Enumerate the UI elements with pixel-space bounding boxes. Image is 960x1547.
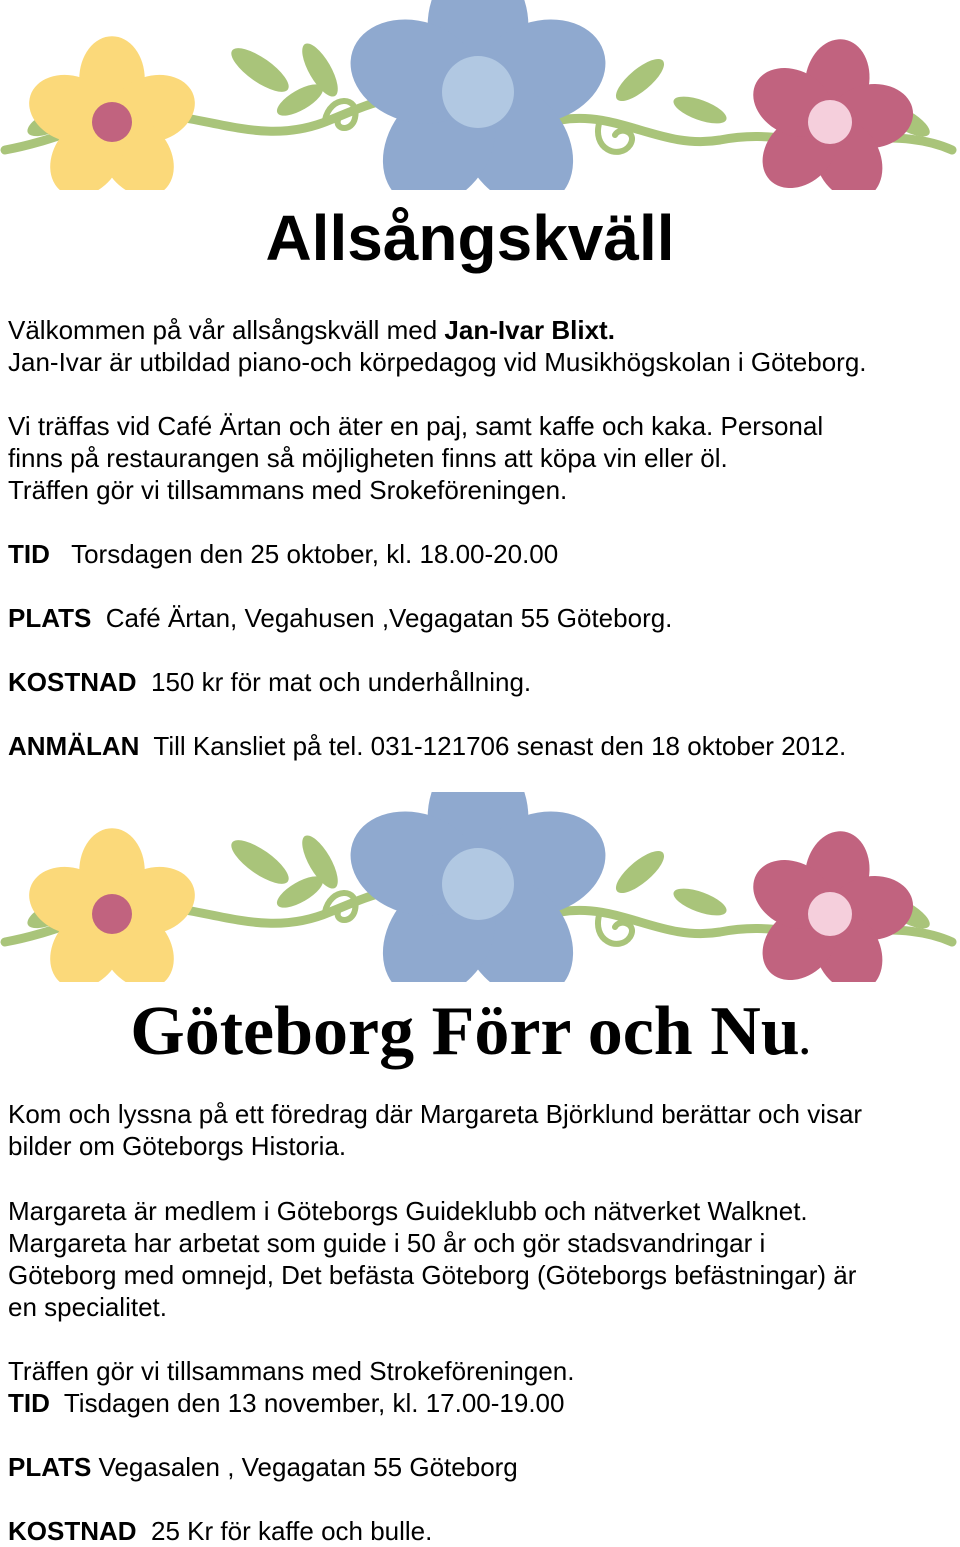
leaf [225,833,294,892]
event2-title [0,992,940,1081]
event1-place-label: PLATS [8,603,92,633]
blue-flower-icon [337,0,619,190]
event1-description [8,410,932,506]
event2-partner-text: Träffen gör vi tillsammans med Strokeföreningen. [8,1356,575,1386]
pink-flower-icon [741,826,917,982]
event2-place-label: PLATS [8,1452,92,1482]
event1-intro [8,314,932,378]
event1-cost-value: 150 kr för mat och underhållning. [151,667,532,697]
event2-place-value: Vegasalen , Vegagatan 55 Göteborg [98,1452,518,1482]
yellow-flower-icon [20,36,203,190]
event1-time [8,538,932,570]
event2-intro-line2: bilder om Göteborgs Historia. [8,1131,347,1161]
event1-intro-text: Välkommen på vår allsångskväll med [8,315,445,345]
event1-bio: Jan-Ivar är utbildad piano-och körpedagog vid Musikhögskolan i Göteborg. [8,347,867,377]
event2-partner [8,1355,932,1419]
event2-title-dot: . [799,1018,810,1063]
leaf [670,883,729,921]
leaf [610,52,670,107]
event2-intro [8,1098,932,1162]
yellow-flower-icon [20,828,203,982]
event2-cost-label: KOSTNAD [8,1516,137,1546]
blue-flower-icon [337,792,619,982]
event1-registration-value: Till Kansliet på tel. 031-121706 senast den 18 oktober 2012. [153,731,847,761]
event1-time-value: Torsdagen den 25 oktober, kl. 18.00-20.00 [71,539,559,569]
event2-place [8,1451,932,1483]
flower-decoration-image [0,0,960,190]
event1-title: Allsångskväll [265,202,675,274]
event1-registration-label: ANMÄLAN [8,731,140,761]
event1-place [8,602,932,634]
event1-desc-line3: Träffen gör vi tillsammans med Srokeföreningen. [8,475,568,505]
event1-cost [8,666,932,698]
leaf [225,41,294,100]
event2-bio-line4: en specialitet. [8,1292,167,1322]
event1-performer: Jan-Ivar Blixt. [444,315,615,345]
event2-time-value: Tisdagen den 13 november, kl. 17.00-19.00 [63,1388,565,1418]
event2-time [8,1387,932,1419]
flower-banner-top [0,0,960,190]
event2-title-text: Göteborg Förr och Nu [130,993,800,1070]
event2-bio-line1: Margareta är medlem i Göteborgs Guideklubb och nätverket Walknet. [8,1196,808,1226]
event2-intro-line1: Kom och lyssna på ett föredrag där Margareta Björklund berättar och visar [8,1099,863,1129]
event2-bio [8,1195,932,1323]
event2-bio-line2: Margareta har arbetat som guide i 50 år och gör stadsvandringar i [8,1228,766,1258]
event2-time-label: TID [8,1388,50,1418]
event2-cost [8,1515,932,1547]
event1-desc-line1: Vi träffas vid Café Ärtan och äter en paj, samt kaffe och kaka. Personal [8,411,824,441]
event1-registration [8,730,932,762]
pink-flower-icon [741,34,917,190]
event1-desc-line2: finns på restaurangen så möjligheten finns att köpa vin eller öl. [8,443,728,473]
event1-place-value: Café Ärtan, Vegahusen ,Vegagatan 55 Göteborg. [105,603,673,633]
leaf [670,91,729,129]
event2-cost-value: 25 Kr för kaffe och bulle. [151,1516,433,1546]
flower-banner-middle [0,792,960,982]
event1-cost-label: KOSTNAD [8,667,137,697]
event1-time-label: TID [8,539,50,569]
event2-bio-line3: Göteborg med omnejd, Det befästa Göteborg (Göteborgs befästningar) är [8,1260,857,1290]
leaf [610,844,670,899]
flower-decoration-image [0,792,960,982]
